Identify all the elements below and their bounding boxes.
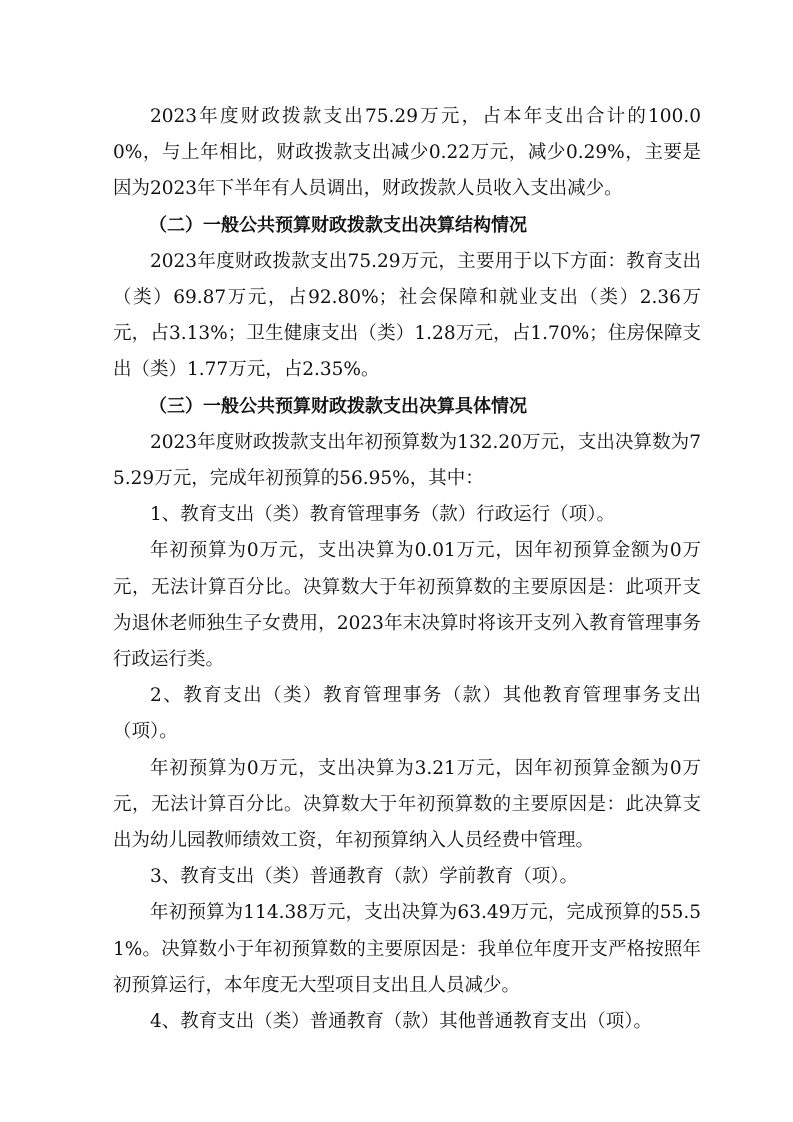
paragraph-budget-summary: 2023年度财政拨款支出年初预算数为132.20万元，支出决算数为75.29万元，完成年初预算的56.95%，其中： xyxy=(113,431,701,490)
item-heading-3: 3、教育支出（类）普通教育（款）学前教育（项）。 xyxy=(150,866,579,888)
item-detail-2: 年初预算为0万元，支出决算为3.21万元，因年初预算金额为0万元，无法计算百分比。决算数大于年初预算数的主要原因是：此决算支出为幼儿园教师绩效工资，年初预算纳入人员经费中管理。 xyxy=(113,757,701,852)
section-heading-details: （三）一般公共预算财政拨款支出决算具体情况 xyxy=(149,395,527,417)
paragraph-total-expenditure: 2023年度财政拨款支出75.29万元，占本年支出合计的100.00%，与上年相比，财政拨款支出减少0.22万元，减少0.29%，主要是因为2023年下半年有人员调出，财政拨款人员收入支出减少。 xyxy=(113,106,701,200)
item-detail-3: 年初预算为114.38万元，支出决算为63.49万元，完成预算的55.51%。决算数小于年初预算数的主要原因是：我单位年度开支严格按照年初预算运行，本年度无大型项目支出且人员减少。 xyxy=(113,902,701,996)
document-body xyxy=(113,99,701,1040)
item-detail-1: 年初预算为0万元，支出决算为0.01万元，因年初预算金额为0万元，无法计算百分比。决算数大于年初预算数的主要原因是：此项开支为退休老师独生子女费用，2023年末决算时将该开支列入教育管理事务行政运行类。 xyxy=(113,540,701,671)
section-heading-structure: （二）一般公共预算财政拨款支出决算结构情况 xyxy=(149,214,527,236)
item-heading-1: 1、教育支出（类）教育管理事务（款）行政运行（项）。 xyxy=(150,504,616,526)
item-heading-4: 4、教育支出（类）普通教育（款）其他普通教育支出（项）。 xyxy=(150,1011,653,1033)
paragraph-expenditure-structure: 2023年度财政拨款支出75.29万元，主要用于以下方面：教育支出（类）69.87万元，占92.80%；社会保障和就业支出（类）2.36万元，占3.13%；卫生健康支出（类）1.28万元，占1.70%；住房保障支出（类）1.77万元，占2.35%。 xyxy=(113,250,701,381)
item-heading-2: 2、教育支出（类）教育管理事务（款）其他教育管理事务支出（项）。 xyxy=(113,685,701,743)
